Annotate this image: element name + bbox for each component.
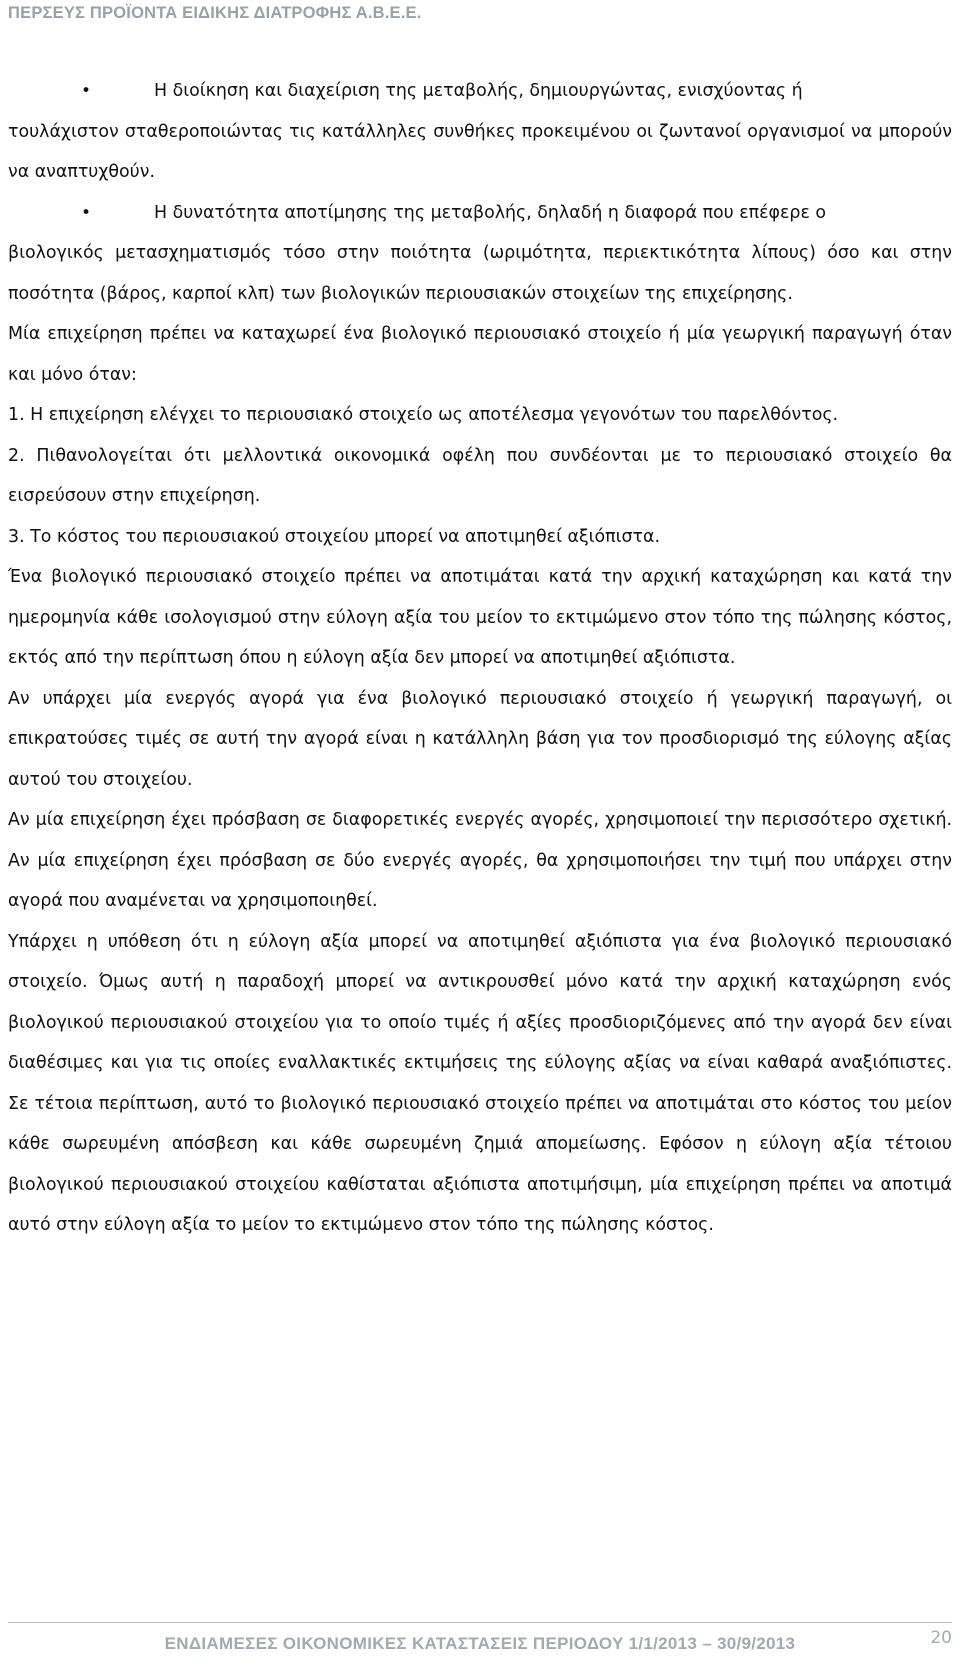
paragraph-recognition-intro: Μία επιχείρηση πρέπει να καταχωρεί ένα βιολογικό περιουσιακό στοιχείο ή μία γεωργική παραγωγή όταν και μόνο όταν: xyxy=(8,324,952,385)
document-header: ΠΕΡΣΕΥΣ ΠΡΟΪΟΝΤΑ ΕΙΔΙΚΗΣ ΔΙΑΤΡΟΦΗΣ Α.Β.Ε.Ε. xyxy=(8,4,422,22)
paragraph-multiple-markets: Αν μία επιχείρηση έχει πρόσβαση σε διαφορετικές ενεργές αγορές, χρησιμοποιεί την περισσότερο σχετική. Αν μία επιχείρηση έχει πρόσβαση σε δύο ενεργές αγορές, θα χρησιμοποιήσει την τιμή που υπάρχει στην αγορά που αναμένεται να χρησιμοποιηθεί. xyxy=(8,810,952,911)
document-body xyxy=(8,71,952,1246)
paragraph-measurement: Ένα βιολογικό περιουσιακό στοιχείο πρέπει να αποτιμάται κατά την αρχική καταχώρηση και κατά την ημερομηνία κάθε ισολογισμού στην εύλογη αξία του μείον το εκτιμώμενο στον τόπο της πώλησης κόστος, εκτός από την περίπτωση όπου η εύλογη αξία δεν μπορεί να αποτιμηθεί αξιόπιστα. xyxy=(8,567,952,668)
list-item-condition-2: 2. Πιθανολογείται ότι μελλοντικά οικονομικά οφέλη που συνδέονται με το περιουσιακό στοιχείο θα εισρεύσουν στην επιχείρηση. xyxy=(8,445,952,506)
bullet-dot-icon: • xyxy=(81,202,92,223)
list-item-condition-1: 1. Η επιχείρηση ελέγχει το περιουσιακό στοιχείο ως αποτέλεσμα γεγονότων του παρελθόντος. xyxy=(8,405,839,425)
bullet-first-line: Η δυνατότητα αποτίμησης της μεταβολής, δηλαδή η διαφορά που επέφερε ο xyxy=(154,202,827,223)
bullet-item xyxy=(8,71,952,193)
bullet-continuation: τουλάχιστον σταθεροποιώντας τις κατάλληλες συνθήκες προκειμένου οι ζωντανοί οργανισμοί να μπορούν να αναπτυχθούν. xyxy=(8,121,952,182)
bullet-dot-icon: • xyxy=(81,81,92,101)
footer-title: ΕΝΔΙΑΜΕΣΕΣ ΟΙΚΟΝΟΜΙΚΕΣ ΚΑΤΑΣΤΑΣΕΙΣ ΠΕΡΙΟΔΟΥ 1/1/2013 – 30/9/2013 xyxy=(164,1634,796,1653)
paragraph-reliable-measurement: Υπάρχει η υπόθεση ότι η εύλογη αξία μπορεί να αποτιμηθεί αξιόπιστα για ένα βιολογικό περιουσιακό στοιχείο. Όμως αυτή η παραδοχή μπορεί να αντικρουσθεί μόνο κατά την αρχική καταχώρηση ενός βιολογικού περιουσιακού στοιχείου για το οποίο τιμές ή αξίες προσδιοριζόμενες από την αγορά δεν είναι διαθέσιμες και για τις οποίες εναλλακτικές εκτιμήσεις της εύλογης αξίας να είναι καθαρά αναξιόπιστες. Σε τέτοια περίπτωση, αυτό το βιολογικό περιουσιακό στοιχείο πρέπει να αποτιμάται στο κόστος του μείον κάθε σωρευμένη απόσβεση και κάθε σωρευμένη ζημιά απομείωσης. Εφόσον η εύλογη αξία τέτοιου βιολογικού περιουσιακού στοιχείου καθίσταται αξιόπιστα αποτιμήσιμη, μία επιχείρηση πρέπει να αποτιμά αυτό στην εύλογη αξία το μείον το εκτιμώμενο στον τόπο της πώλησης κόστος. xyxy=(8,931,952,1235)
footer-divider xyxy=(8,1622,952,1623)
list-item-condition-3: 3. Το κόστος του περιουσιακού στοιχείου μπορεί να αποτιμηθεί αξιόπιστα. xyxy=(8,526,661,547)
bullet-first-line: Η διοίκηση και διαχείριση της μεταβολής, δημιουργώντας, ενισχύοντας ή xyxy=(154,81,803,101)
document-footer xyxy=(0,1622,960,1664)
paragraph-active-market: Αν υπάρχει μία ενεργός αγορά για ένα βιολογικό περιουσιακό στοιχείο ή γεωργική παραγωγή, οι επικρατούσες τιμές σε αυτή την αγορά είναι η κατάλληλη βάση για τον προσδιορισμό της εύλογης αξίας αυτού του στοιχείου. xyxy=(8,688,952,790)
bullet-continuation: βιολογικός μετασχηματισμός τόσο στην ποιότητα (ωριμότητα, περιεκτικότητα λίπους) όσο και στην ποσότητα (βάρος, καρποί κλπ) των βιολογικών περιουσιακών στοιχείων της επιχείρησης. xyxy=(8,243,952,304)
bullet-item xyxy=(8,193,952,315)
page-number: 20 xyxy=(930,1628,952,1648)
